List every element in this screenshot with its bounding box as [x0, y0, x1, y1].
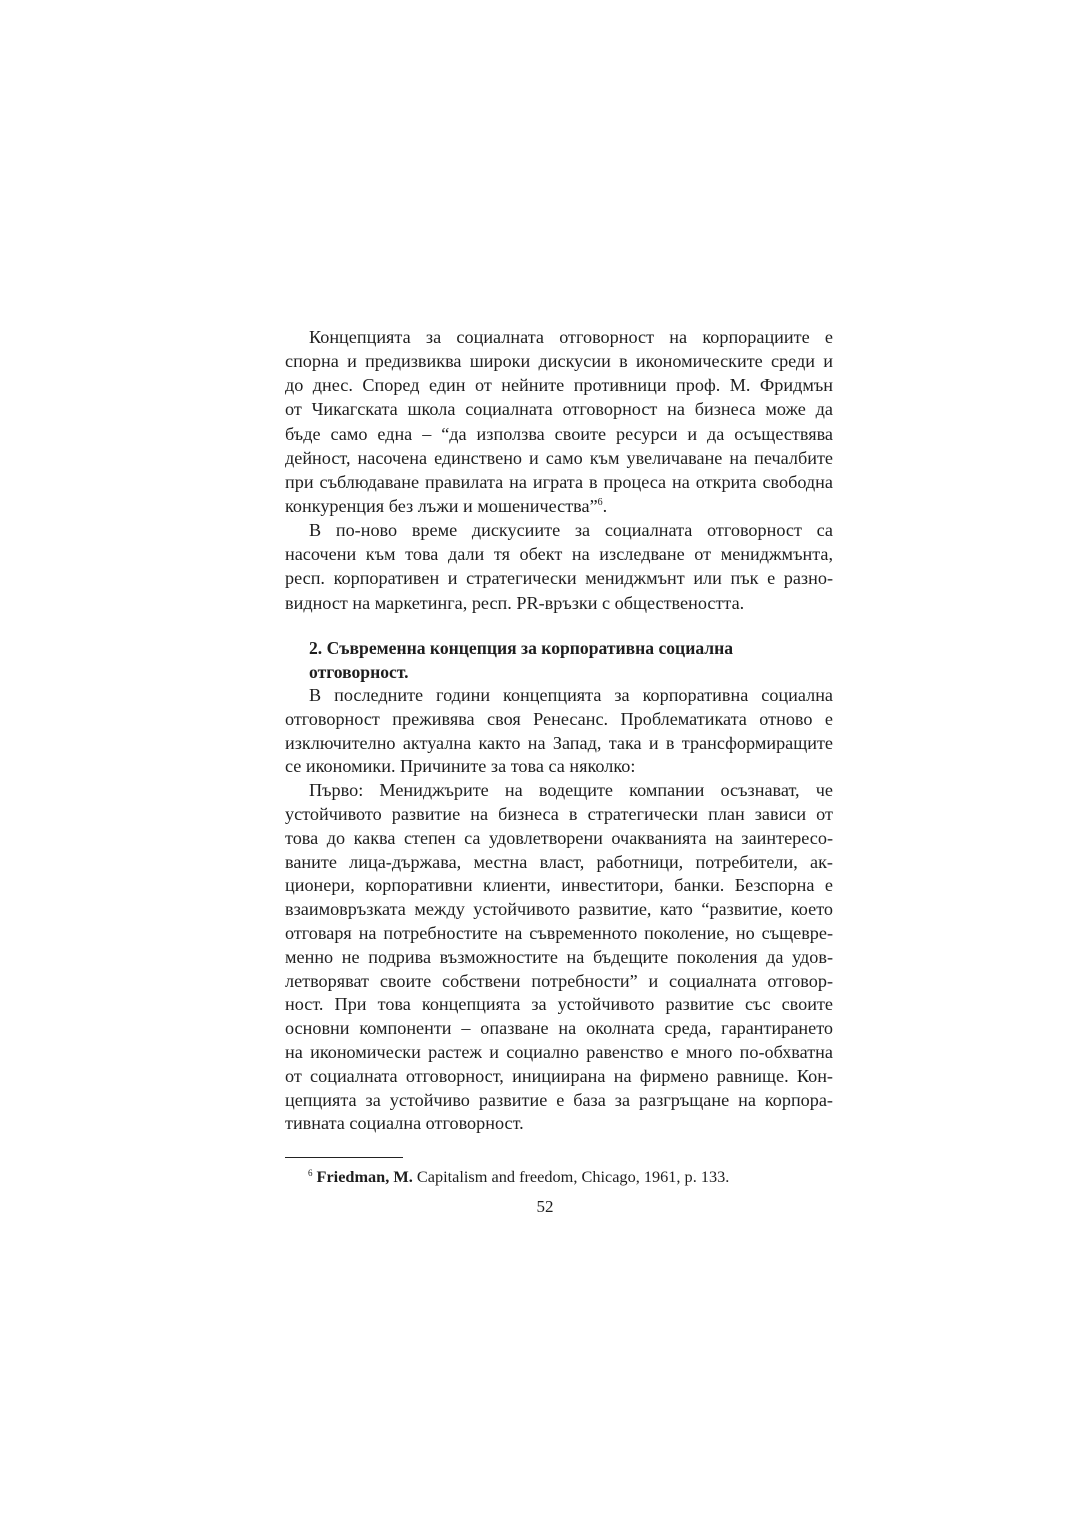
- text-line: от социалната отговорност, инициирана на фирмено равнище. Кон-: [285, 1065, 833, 1086]
- text-line: В последните години концепцията за корпоративна социална: [309, 685, 833, 705]
- text-line: В по-ново време дискусиите за социалната отговорност са: [309, 520, 833, 541]
- text-line: изключително актуална както на Запад, така и в трансформиращите: [285, 732, 833, 753]
- text-line: Концепцията за социалната отговорност на корпорациите е: [309, 327, 833, 347]
- text-line: [285, 494, 833, 518]
- text-line: Първо: Мениджърите на водещите компании осъзнават, че: [309, 780, 833, 801]
- text-line: ваните лица-държава, местна власт, работници, потребители, ак-: [285, 851, 833, 872]
- text-line: ност. При това концепцията за устойчивото развитие със своите: [285, 994, 833, 1015]
- footnote: [308, 1166, 729, 1190]
- text-line: при съблюдаване правилата на играта в процеса на открита свободна: [285, 471, 833, 492]
- footnote-text: Capitalism and freedom, Chicago, 1961, p. 133.: [412, 1167, 730, 1186]
- text-line: това до каква степен са удовлетворени очакванията на заинтересо-: [285, 827, 833, 848]
- section-heading: [309, 637, 733, 684]
- page-number: 52: [536, 1197, 554, 1216]
- footnote-reference[interactable]: 6: [597, 496, 603, 508]
- body-text-bottom: [285, 684, 833, 1136]
- text-line-content: конкуренция без лъжи и мошеничества”: [285, 495, 598, 516]
- text-line: менно не подрива възможностите на бъдещите поколения да удов-: [285, 946, 833, 967]
- text-line: взаимовръзката между устойчивото развитие, като “развитие, което: [285, 899, 833, 920]
- text-line: от Чикагската школа социалната отговорност на бизнеса може да: [285, 399, 833, 420]
- text-line: на икономически растеж и социално равенство е много по-обхватна: [285, 1041, 833, 1062]
- text-line: до днес. Според един от нейните противници проф. М. Фридмън: [285, 375, 833, 396]
- text-line: дейност, насочена единствено и само към увеличаване на печалбите: [285, 447, 833, 468]
- footnote-number: 6: [308, 1168, 313, 1178]
- text-line: основни компоненти – опазване на околната среда, гарантирането: [285, 1018, 833, 1039]
- paragraph: [285, 779, 833, 1136]
- paragraph: [285, 684, 833, 779]
- text-line: спорна и предизвиква широки дискусии в икономическите среди и: [285, 351, 833, 372]
- text-line: отговорност преживява своя Ренесанс. Проблематиката отново е: [285, 708, 833, 729]
- section-heading-line: 2. Съвременна концепция за корпоративна социална: [309, 638, 734, 658]
- section-heading-line: отговорност.: [309, 661, 409, 682]
- text-line-tail: .: [602, 495, 608, 516]
- text-line: цепцията за устойчиво развитие е база за разгръщане на корпора-: [285, 1089, 833, 1110]
- text-line: устойчивото развитие на бизнеса в стратегически план зависи от: [285, 803, 833, 824]
- text-line: отговаря на потребностите на съвременното поколение, но същевре-: [285, 922, 833, 943]
- paragraph: [285, 518, 833, 615]
- text-line: респ. корпоративен и стратегически мениджмънт или пък е разно-: [285, 568, 833, 589]
- text-line: се икономики. Причините за това са няколко:: [285, 756, 636, 777]
- footnote-author: Friedman, M.: [316, 1167, 413, 1186]
- footnote-divider: [285, 1157, 403, 1158]
- text-line: тивната социална отговорност.: [285, 1113, 524, 1134]
- body-text-top: [285, 325, 833, 615]
- text-line: насочени към това дали тя обект на изследване от мениджмънта,: [285, 544, 833, 565]
- text-line: бъде само една – “да използва своите ресурси и да осъществява: [285, 423, 833, 444]
- text-line: ционери, корпоративни клиенти, инвеститори, банки. Безспорна е: [285, 875, 833, 896]
- text-line: видност на маркетинга, респ. PR-връзки с обществеността.: [285, 592, 745, 613]
- paragraph: [285, 325, 833, 518]
- text-line: летворяват своите собствени потребности” и социалната отговор-: [285, 970, 833, 991]
